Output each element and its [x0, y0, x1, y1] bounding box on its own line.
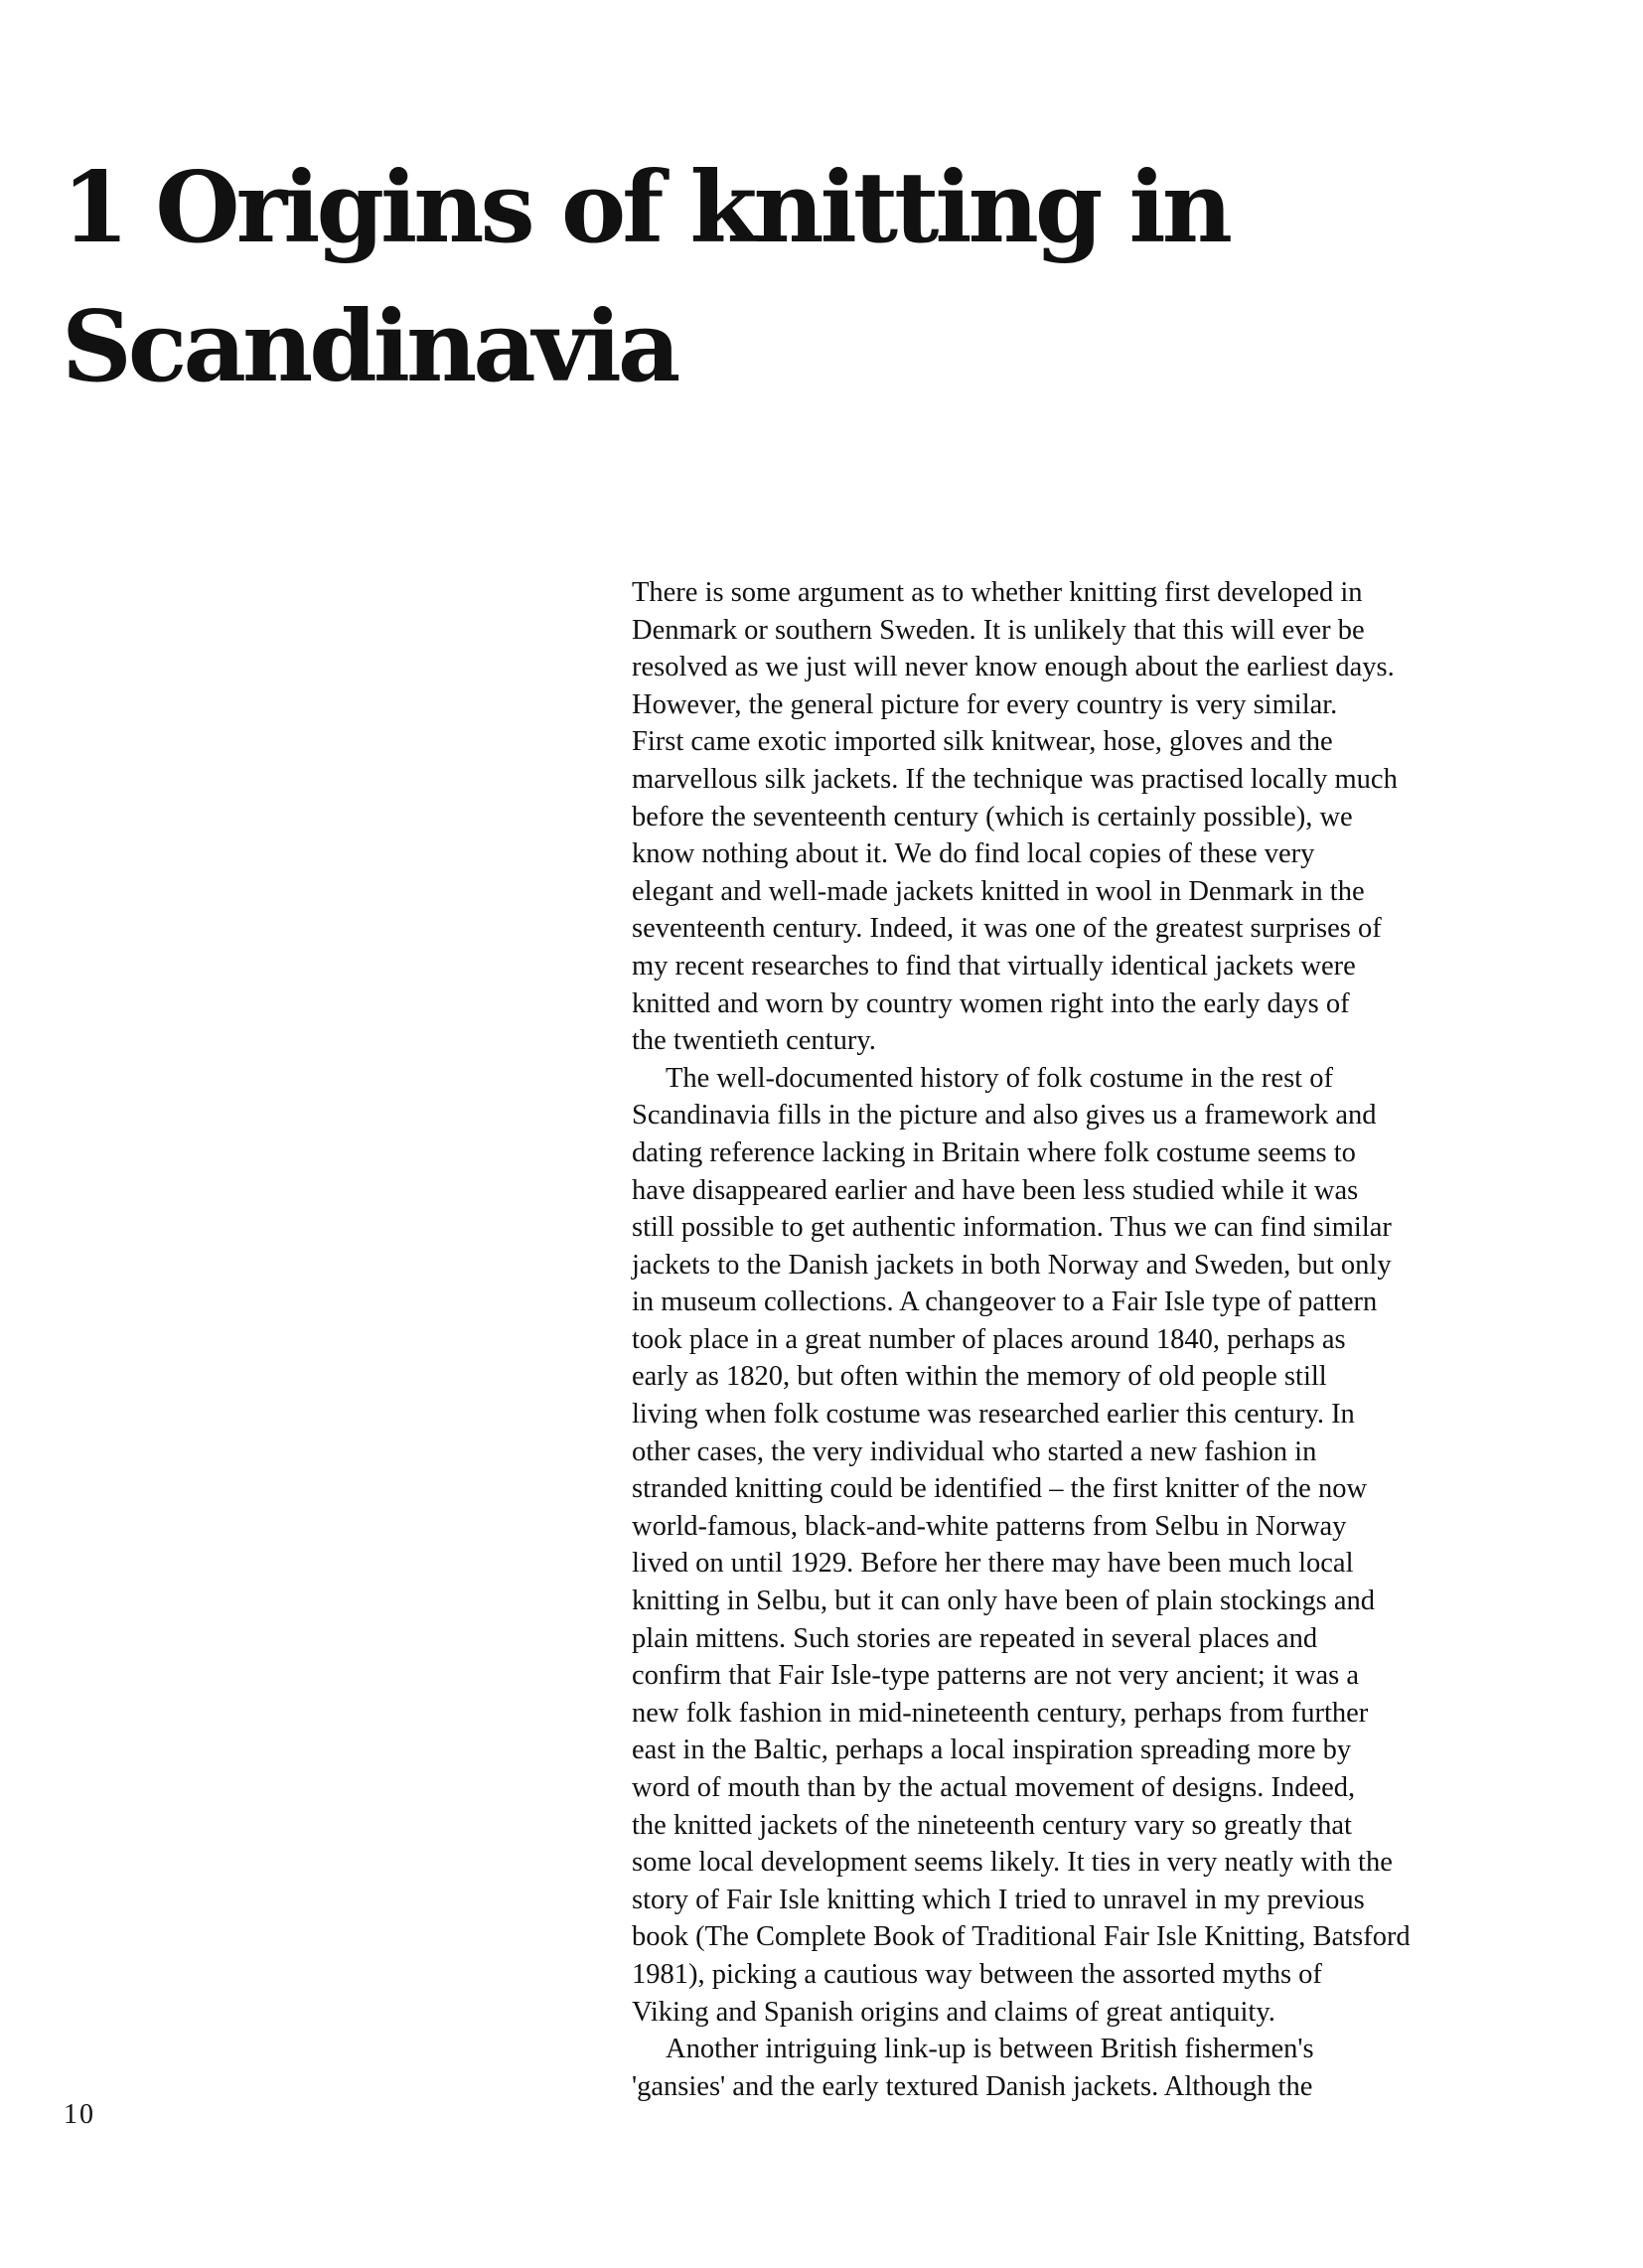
body-line: world-famous, black-and-white patterns from Selbu in Norway	[632, 1510, 1347, 1542]
body-line: have disappeared earlier and have been less studied while it was	[632, 1174, 1359, 1206]
body-line: plain mittens. Such stories are repeated in several places and	[632, 1622, 1318, 1654]
body-line: dating reference lacking in Britain where folk costume seems to	[632, 1136, 1356, 1168]
page-number: 10	[64, 2099, 95, 2130]
body-line: There is some argument as to whether knitting first developed in	[632, 577, 1363, 608]
body-line: word of mouth than by the actual movement of designs. Indeed,	[632, 1772, 1356, 1803]
body-line: resolved as we just will never know enough about the earliest days.	[632, 652, 1395, 683]
body-line: Another intriguing link-up is between British fishermen's	[666, 2034, 1314, 2065]
body-line: my recent researches to find that virtually identical jackets were	[632, 950, 1356, 982]
body-line: knitting in Selbu, but it can only have been of plain stockings and	[632, 1586, 1375, 1617]
body-line: the knitted jackets of the nineteenth century vary so greatly that	[632, 1809, 1352, 1841]
body-line: Denmark or southern Sweden. It is unlikely that this will ever be	[632, 614, 1365, 646]
body-line: confirm that Fair Isle-type patterns are not very ancient; it was a	[632, 1660, 1360, 1692]
body-line: First came exotic imported silk knitwear, hose, gloves and the	[632, 726, 1333, 758]
body-line: east in the Baltic, perhaps a local inspiration spreading more by	[632, 1735, 1352, 1766]
chapter-title-line: 1 Origins of knitting in	[62, 151, 1229, 265]
body-line: know nothing about it. We do find local copies of these very	[632, 838, 1315, 870]
body-line: 'gansies' and the early textured Danish jackets. Although the	[632, 2070, 1313, 2102]
body-line: The well-documented history of folk costume in the rest of	[666, 1062, 1333, 1094]
body-line: other cases, the very individual who started a new fashion in	[632, 1436, 1317, 1467]
body-line: 1981), picking a cautious way between the assorted myths of	[632, 1958, 1322, 1990]
body-line: book (The Complete Book of Traditional Fair Isle Knitting, Batsford	[632, 1921, 1411, 1953]
chapter-title	[62, 139, 1229, 417]
body-line: stranded knitting could be identified – the first knitter of the now	[632, 1473, 1368, 1505]
body-line: However, the general picture for every country is very similar.	[632, 688, 1338, 720]
chapter-title-line: Scandinavia	[62, 290, 677, 404]
body-line: Viking and Spanish origins and claims of great antiquity.	[632, 1996, 1275, 2028]
body-line: knitted and worn by country women right into the early days of	[632, 987, 1350, 1019]
body-line: before the seventeenth century (which is certainly possible), we	[632, 801, 1353, 832]
body-line: still possible to get authentic information. Thus we can find similar	[632, 1212, 1392, 1244]
body-text	[632, 574, 1566, 2105]
body-line: marvellous silk jackets. If the technique was practised locally much	[632, 763, 1398, 795]
body-line: Scandinavia fills in the picture and also gives us a framework and	[632, 1100, 1377, 1132]
body-line: seventeenth century. Indeed, it was one of the greatest surprises of	[632, 913, 1382, 945]
body-line: jackets to the Danish jackets in both Norway and Sweden, but only	[632, 1249, 1392, 1281]
body-line: elegant and well-made jackets knitted in wool in Denmark in the	[632, 875, 1365, 907]
body-line: new folk fashion in mid-nineteenth century, perhaps from further	[632, 1697, 1369, 1729]
body-line: living when folk costume was researched earlier this century. In	[632, 1399, 1355, 1431]
body-line: story of Fair Isle knitting which I tried to unravel in my previous	[632, 1884, 1365, 1915]
body-line: took place in a great number of places around 1840, perhaps as	[632, 1323, 1346, 1355]
body-line: the twentieth century.	[632, 1025, 876, 1057]
body-line: some local development seems likely. It ties in very neatly with the	[632, 1847, 1393, 1879]
body-line: early as 1820, but often within the memory of old people still	[632, 1361, 1327, 1393]
body-line: in museum collections. A changeover to a Fair Isle type of pattern	[632, 1286, 1378, 1318]
body-line: lived on until 1929. Before her there may have been much local	[632, 1548, 1354, 1580]
